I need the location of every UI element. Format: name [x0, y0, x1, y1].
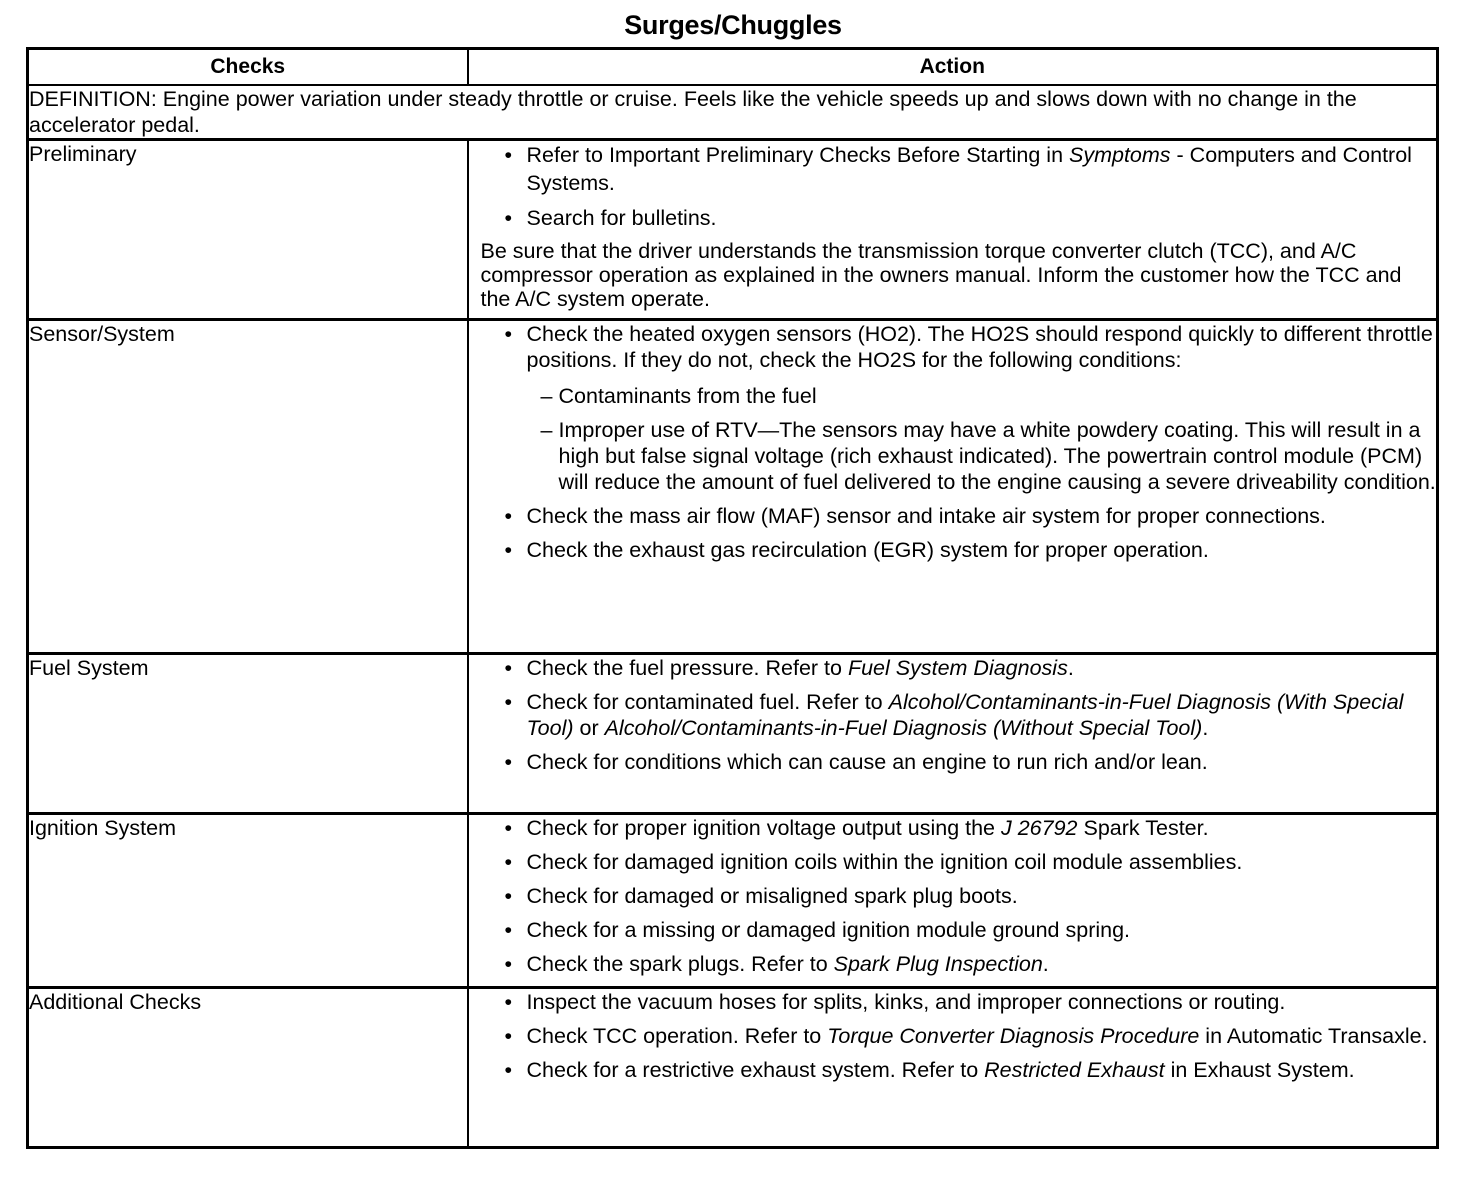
- action-item: • Check the exhaust gas recirculation (EGR) system for proper operation.: [469, 537, 1437, 563]
- doc-reference: Alcohol/Contaminants-in-Fuel Diagnosis (With Special Tool): [526, 690, 1404, 740]
- check-label: Ignition System: [28, 814, 468, 988]
- action-list: [469, 141, 1437, 231]
- action-item: • Check the fuel pressure. Refer to Fuel System Diagnosis.: [469, 655, 1437, 681]
- action-cell: [468, 654, 1438, 814]
- action-item: • Check for damaged ignition coils within the ignition coil module assemblies.: [469, 849, 1437, 875]
- doc-reference: Restricted Exhaust: [984, 1058, 1165, 1082]
- action-item: • Refer to Important Preliminary Checks Before Starting in Symptoms - Computers and Control Systems.: [469, 141, 1437, 197]
- definition-row: [28, 85, 1438, 140]
- column-header-action: Action: [468, 49, 1438, 86]
- table-row: [28, 140, 1438, 320]
- table-row: [28, 320, 1438, 654]
- action-list: [469, 321, 1437, 563]
- table-row: [28, 988, 1438, 1148]
- table-row: [28, 654, 1438, 814]
- action-item: • Check TCC operation. Refer to Torque Converter Diagnosis Procedure in Automatic Transaxle.: [469, 1023, 1437, 1049]
- action-list: [469, 655, 1437, 775]
- action-item: • Check the heated oxygen sensors (HO2). The HO2S should respond quickly to different throttle positions. If they do not, check the HO2S for the following conditions: – Contaminants from the fuel – Improper use of RTV—The sensors may have a white powdery coating. This will result in a high but false signal voltage (rich exhaust indicated). The powertrain control module (PCM) will reduce the amount of fuel delivered to the engine causing a severe driveability condition.: [469, 321, 1437, 495]
- page-title: Surges/Chuggles: [624, 10, 842, 40]
- action-cell: [468, 320, 1438, 654]
- action-item: • Check for proper ignition voltage output using the J 26792 Spark Tester.: [469, 815, 1437, 841]
- action-item: • Inspect the vacuum hoses for splits, kinks, and improper connections or routing.: [469, 989, 1437, 1015]
- action-item: • Check for damaged or misaligned spark plug boots.: [469, 883, 1437, 909]
- action-item: • Check for a restrictive exhaust system. Refer to Restricted Exhaust in Exhaust System.: [469, 1057, 1437, 1083]
- action-cell: [468, 988, 1438, 1148]
- sub-item: – Improper use of RTV—The sensors may have a white powdery coating. This will result in a high but false signal voltage (rich exhaust indicated). The powertrain control module (PCM) will reduce the amount of fuel delivered to the engine causing a severe driveability condition.: [527, 417, 1437, 495]
- header-row: [28, 49, 1438, 86]
- action-cell: [468, 814, 1438, 988]
- table-row: [28, 814, 1438, 988]
- action-list: [469, 989, 1437, 1083]
- action-item: • Check the mass air flow (MAF) sensor and intake air system for proper connections.: [469, 503, 1437, 529]
- action-note: Be sure that the driver understands the transmission torque converter clutch (TCC), and A/C compressor operation as explained in the owners manual. Inform the customer how the TCC and the A/C system operate.: [480, 239, 1402, 311]
- action-item: • Check for conditions which can cause an engine to run rich and/or lean.: [469, 749, 1437, 775]
- action-cell: [468, 140, 1438, 320]
- doc-reference: Alcohol/Contaminants-in-Fuel Diagnosis (Without Special Tool): [604, 716, 1203, 740]
- tool-reference: J 26792: [1001, 816, 1078, 840]
- action-item: • Check for a missing or damaged ignition module ground spring.: [469, 917, 1437, 943]
- sub-list: [527, 383, 1437, 495]
- action-item: • Search for bulletins.: [469, 205, 1437, 231]
- diagnostic-table: [26, 47, 1439, 1149]
- check-label: Additional Checks: [28, 988, 468, 1148]
- definition-text: DEFINITION: Engine power variation under steady throttle or cruise. Feels like the vehicle speeds up and slows down with no change in the accelerator pedal.: [28, 85, 1438, 140]
- doc-reference: Torque Converter Diagnosis Procedure: [827, 1024, 1200, 1048]
- action-item: • Check the spark plugs. Refer to Spark Plug Inspection.: [469, 951, 1437, 977]
- action-item: • Check for contaminated fuel. Refer to Alcohol/Contaminants-in-Fuel Diagnosis (With Special Tool) or Alcohol/Contaminants-in-Fuel Diagnosis (Without Special Tool).: [469, 689, 1437, 741]
- check-label: Sensor/System: [28, 320, 468, 654]
- doc-reference: Symptoms: [1069, 143, 1171, 167]
- sub-item: – Contaminants from the fuel: [527, 383, 1437, 409]
- column-header-checks: Checks: [28, 49, 468, 86]
- action-list: [469, 815, 1437, 977]
- check-label: Preliminary: [28, 140, 468, 320]
- check-label: Fuel System: [28, 654, 468, 814]
- doc-reference: Fuel System Diagnosis: [847, 656, 1068, 680]
- doc-reference: Spark Plug Inspection: [833, 952, 1043, 976]
